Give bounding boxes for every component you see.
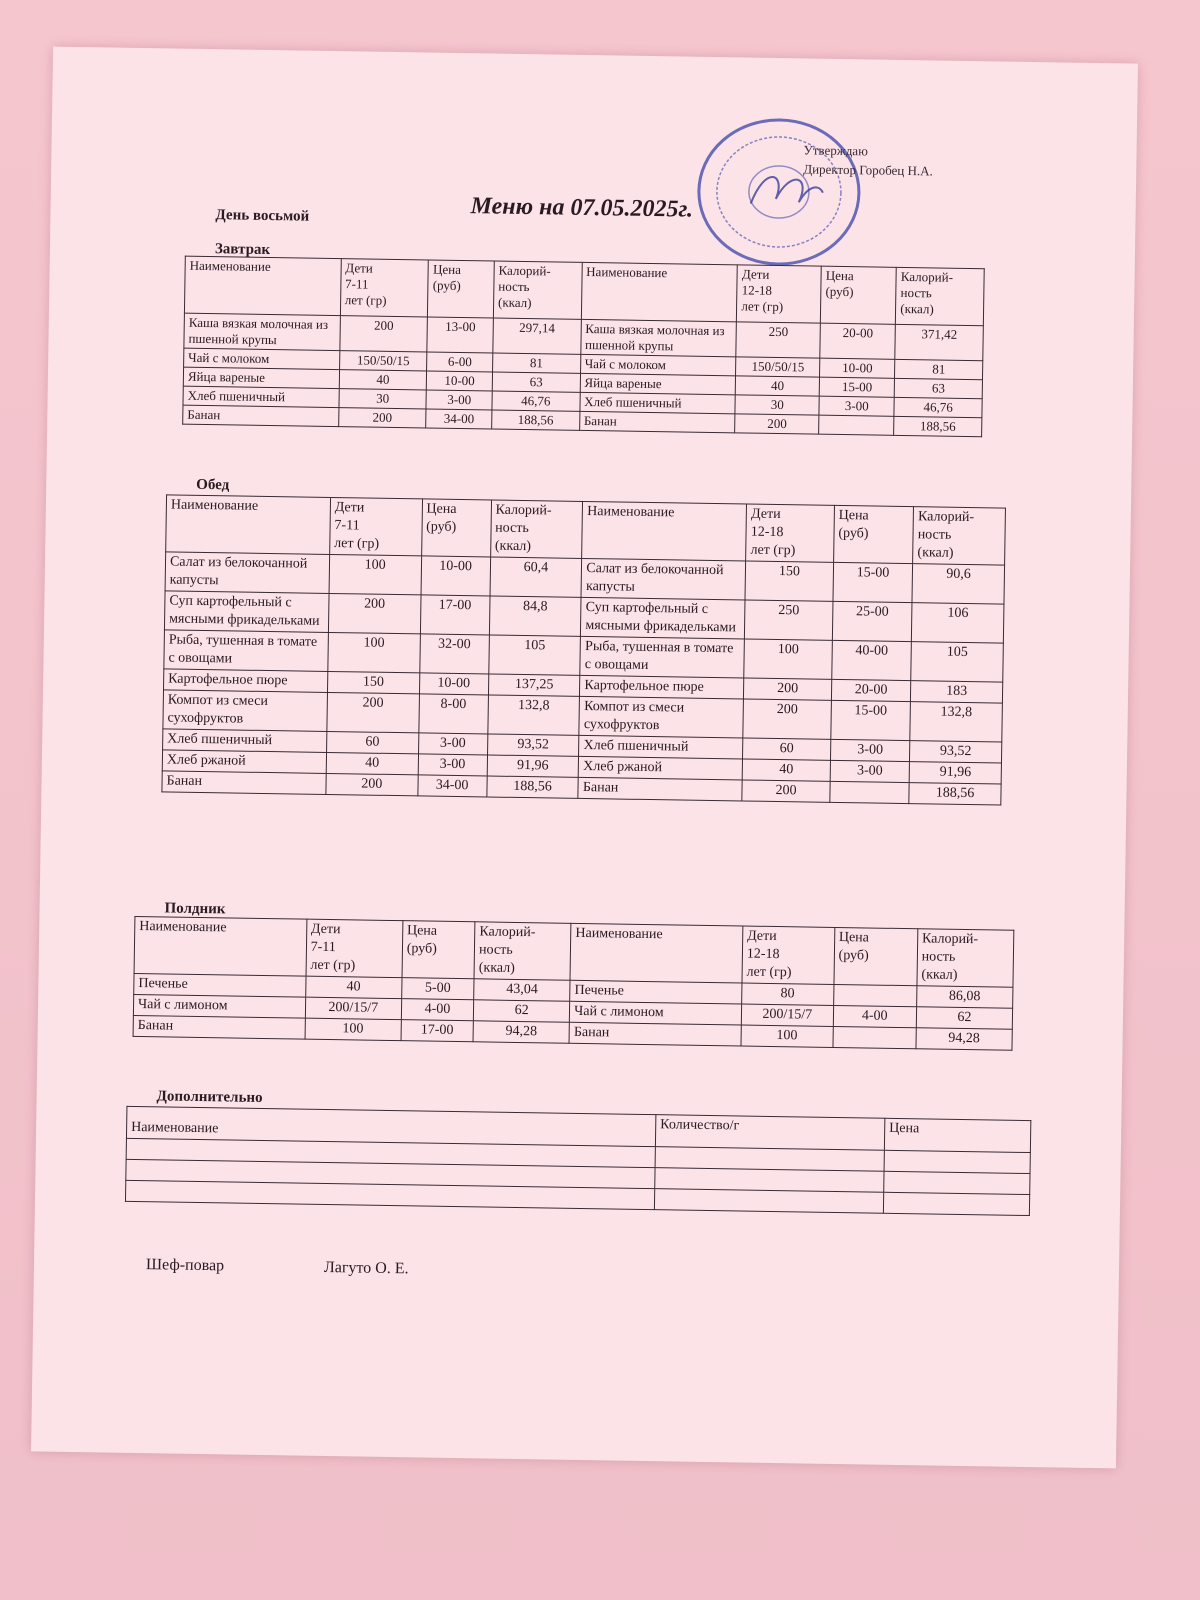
approval-line2: Директор Горобец Н.А. <box>803 161 933 179</box>
portion-left: 150 <box>327 671 419 693</box>
header-price-left: Цена (руб) <box>421 499 491 557</box>
page-title: Меню на 07.05.2025г. <box>470 193 694 223</box>
calories-right: 93,52 <box>910 741 1002 763</box>
stamp-icon <box>690 113 867 271</box>
dish-name-left: Компот из смеси сухофруктов <box>163 690 327 732</box>
price-left: 32-00 <box>419 634 489 674</box>
calories-left: 63 <box>492 372 580 392</box>
header-price-left: Цена (руб) <box>402 921 475 979</box>
calories-left: 46,76 <box>492 391 580 411</box>
dish-name-right: Компот из смеси сухофруктов <box>579 696 743 738</box>
section-label-lunch: Обед <box>196 476 230 494</box>
price-right: 40-00 <box>832 640 912 680</box>
dish-name-left: Чай с молоком <box>184 348 340 369</box>
portion-right: 40 <box>742 759 830 781</box>
price-left: 5-00 <box>401 978 474 1000</box>
price-right: 15-00 <box>833 562 913 602</box>
portion-left: 30 <box>339 389 427 409</box>
dish-name-left: Каша вязкая молочная из пшенной крупы <box>184 313 340 350</box>
calories-right: 91,96 <box>909 762 1001 784</box>
dish-name-right: Салат из белокочанной капусты <box>581 558 745 600</box>
price-left: 3-00 <box>418 754 487 776</box>
header-price-left: Цена (руб) <box>428 260 494 318</box>
dish-name-right: Банан <box>569 1022 741 1046</box>
dish-name-right: Печенье <box>570 980 742 1004</box>
portion-left: 60 <box>326 731 418 753</box>
approval-line1: Утверждаю <box>803 142 868 159</box>
dish-name-left: Хлеб пшеничный <box>163 729 327 753</box>
portion-left: 40 <box>326 752 418 774</box>
calories-left: 297,14 <box>493 318 581 354</box>
header-name-right: Наименование <box>581 262 738 321</box>
portion-left: 100 <box>329 554 421 594</box>
portion-right: 200 <box>742 780 830 802</box>
dish-name-right: Чай с лимоном <box>570 1001 742 1025</box>
header-calories-right: Калорий- ность (ккал) <box>913 507 1006 565</box>
calories-right: 188,56 <box>894 416 982 436</box>
header-calories-right: Калорий- ность (ккал) <box>896 267 985 325</box>
portion-right: 200/15/7 <box>741 1004 833 1026</box>
dish-name-right: Хлеб пшеничный <box>580 392 736 413</box>
calories-right: 94,28 <box>916 1028 1012 1051</box>
dish-name-right: Банан <box>579 411 735 432</box>
calories-right: 188,56 <box>909 783 1001 805</box>
portion-right: 200 <box>744 678 832 700</box>
calories-left: 93,52 <box>487 734 579 756</box>
price-right: 25-00 <box>832 601 912 641</box>
portion-right: 60 <box>743 738 831 760</box>
price-right: 3-00 <box>819 396 894 416</box>
portion-left: 200 <box>326 773 418 795</box>
calories-left: 60,4 <box>490 557 582 597</box>
header-price-right: Цена (руб) <box>833 505 913 563</box>
header-calories-left: Калорий- ность (ккал) <box>474 922 571 981</box>
extra-cell <box>884 1150 1030 1173</box>
dish-name-right: Каша вязкая молочная из пшенной крупы <box>580 319 736 356</box>
calories-left: 188,56 <box>487 776 579 798</box>
price-left: 34-00 <box>426 409 492 429</box>
calories-left: 81 <box>492 353 580 373</box>
portion-left: 40 <box>305 976 401 999</box>
calories-left: 94,28 <box>473 1021 569 1044</box>
extra-cell <box>884 1171 1030 1194</box>
price-left: 6-00 <box>427 352 493 372</box>
portion-left: 200 <box>338 408 426 428</box>
dish-name-left: Чай с лимоном <box>133 994 305 1018</box>
menu-sheet <box>31 47 1138 1469</box>
section-label-breakfast: Завтрак <box>214 241 271 258</box>
price-right: 20-00 <box>831 679 911 701</box>
portion-left: 100 <box>328 632 420 672</box>
header-calories-left: Калорий- ность (ккал) <box>490 500 583 558</box>
header-name-right: Наименование <box>582 501 747 561</box>
portion-right: 150/50/15 <box>736 357 820 377</box>
calories-right: 86,08 <box>916 986 1012 1009</box>
dish-name-left: Банан <box>183 405 339 426</box>
header-name-left: Наименование <box>166 495 331 555</box>
dish-name-left: Банан <box>133 1015 305 1039</box>
dish-name-left: Печенье <box>134 973 306 997</box>
price-left: 17-00 <box>401 1020 474 1042</box>
day-label: День восьмой <box>215 207 310 225</box>
calories-left: 188,56 <box>492 410 580 430</box>
price-right <box>819 415 894 435</box>
dish-name-right: Банан <box>578 777 742 801</box>
price-right: 10-00 <box>820 358 895 378</box>
header-kids-12-18: Дети 12-18 лет (гр) <box>746 504 834 562</box>
calories-right: 63 <box>894 378 982 398</box>
calories-left: 105 <box>488 635 580 675</box>
price-right <box>833 984 916 1006</box>
dish-name-right: Рыба, тушенная в томате с овощами <box>580 636 744 678</box>
calories-left: 137,25 <box>488 674 580 696</box>
calories-left: 62 <box>473 1000 569 1023</box>
portion-right: 40 <box>736 376 820 396</box>
price-left: 13-00 <box>427 317 493 353</box>
price-left: 8-00 <box>418 694 488 734</box>
extra-header-price: Цена <box>884 1118 1030 1152</box>
price-left: 4-00 <box>401 999 474 1021</box>
portion-right: 150 <box>745 561 833 601</box>
dish-name-left: Картофельное пюре <box>164 669 328 693</box>
portion-left: 200 <box>340 316 428 352</box>
chef-name: Лагуто О. Е. <box>323 1258 409 1278</box>
calories-right: 132,8 <box>910 702 1002 742</box>
price-left: 34-00 <box>417 775 486 797</box>
portion-left: 40 <box>339 370 427 390</box>
portion-left: 200/15/7 <box>305 997 401 1020</box>
header-calories-right: Калорий- ность (ккал) <box>917 929 1014 988</box>
dish-name-left: Яйца вареные <box>183 367 339 388</box>
dish-name-left: Рыба, тушенная в томате с овощами <box>164 630 328 672</box>
dish-name-right: Яйца вареные <box>580 373 736 394</box>
price-right <box>833 1026 916 1048</box>
price-right: 15-00 <box>819 377 894 397</box>
portion-right: 200 <box>735 414 819 434</box>
calories-right: 81 <box>895 359 983 379</box>
dish-name-right: Картофельное пюре <box>580 675 744 699</box>
snack-table <box>133 916 1015 1051</box>
section-label-extra: Дополнительно <box>156 1088 263 1106</box>
header-kids-7-11: Дети 7-11 лет (гр) <box>330 497 423 555</box>
calories-right: 105 <box>911 642 1003 682</box>
price-left: 3-00 <box>418 733 487 755</box>
chef-title: Шеф-повар <box>145 1256 225 1275</box>
calories-left: 132,8 <box>487 695 579 735</box>
portion-right: 80 <box>742 983 834 1005</box>
price-right: 3-00 <box>830 739 910 761</box>
dish-name-left: Банан <box>162 771 326 795</box>
dish-name-left: Хлеб пшеничный <box>183 386 339 407</box>
extra-header-name: Наименование <box>126 1106 655 1146</box>
price-left: 10-00 <box>421 556 491 596</box>
portion-left: 100 <box>305 1018 401 1041</box>
price-right <box>830 781 910 803</box>
header-calories-left: Калорий- ность (ккал) <box>493 261 582 319</box>
price-right: 4-00 <box>833 1005 916 1027</box>
header-kids-12-18: Дети 12-18 лет (гр) <box>737 265 822 323</box>
portion-left: 200 <box>328 593 420 633</box>
section-label-snack: Полдник <box>164 900 226 918</box>
calories-left: 84,8 <box>489 596 581 636</box>
price-left: 17-00 <box>420 595 490 635</box>
extra-cell <box>654 1189 883 1214</box>
approval-block <box>803 140 933 180</box>
dish-name-right: Суп картофельный с мясными фрикадельками <box>581 597 745 639</box>
dish-name-right: Хлеб пшеничный <box>579 735 743 759</box>
breakfast-table <box>182 256 985 438</box>
portion-right: 200 <box>743 699 831 739</box>
price-right: 20-00 <box>820 323 896 359</box>
extra-header-qty: Количество/г <box>655 1115 884 1151</box>
dish-name-right: Чай с молоком <box>580 354 736 375</box>
calories-right: 371,42 <box>895 324 983 360</box>
portion-right: 30 <box>735 395 819 415</box>
portion-right: 250 <box>736 322 820 358</box>
header-kids-7-11: Дети 7-11 лет (гр) <box>340 259 429 317</box>
portion-right: 100 <box>744 639 832 679</box>
calories-right: 62 <box>916 1007 1012 1030</box>
header-name-left: Наименование <box>184 256 341 315</box>
portion-left: 150/50/15 <box>339 351 427 371</box>
extra-table <box>125 1106 1031 1216</box>
dish-name-left: Салат из белокочанной капусты <box>165 552 329 594</box>
header-name-left: Наименование <box>134 916 307 976</box>
header-price-right: Цена (руб) <box>834 927 918 985</box>
price-left: 10-00 <box>419 673 488 695</box>
dish-name-right: Хлеб ржаной <box>579 756 743 780</box>
calories-left: 91,96 <box>487 755 579 777</box>
calories-right: 183 <box>911 681 1003 703</box>
dish-name-left: Суп картофельный с мясными фрикадельками <box>164 591 328 633</box>
portion-left: 200 <box>327 692 419 732</box>
price-right: 15-00 <box>831 700 911 740</box>
calories-right: 90,6 <box>912 564 1004 604</box>
calories-right: 106 <box>912 603 1004 643</box>
calories-right: 46,76 <box>894 397 982 417</box>
price-left: 10-00 <box>427 371 493 391</box>
lunch-table <box>161 494 1006 805</box>
dish-name-left: Хлеб ржаной <box>162 750 326 774</box>
header-kids-7-11: Дети 7-11 лет (гр) <box>306 919 403 978</box>
header-kids-12-18: Дети 12-18 лет (гр) <box>742 926 835 984</box>
price-left: 3-00 <box>426 390 492 410</box>
calories-left: 43,04 <box>474 979 570 1002</box>
header-name-right: Наименование <box>570 923 743 983</box>
extra-cell <box>883 1192 1029 1215</box>
portion-right: 100 <box>741 1025 833 1047</box>
price-right: 3-00 <box>830 760 910 782</box>
header-price-right: Цена (руб) <box>821 266 897 324</box>
portion-right: 250 <box>745 600 833 640</box>
